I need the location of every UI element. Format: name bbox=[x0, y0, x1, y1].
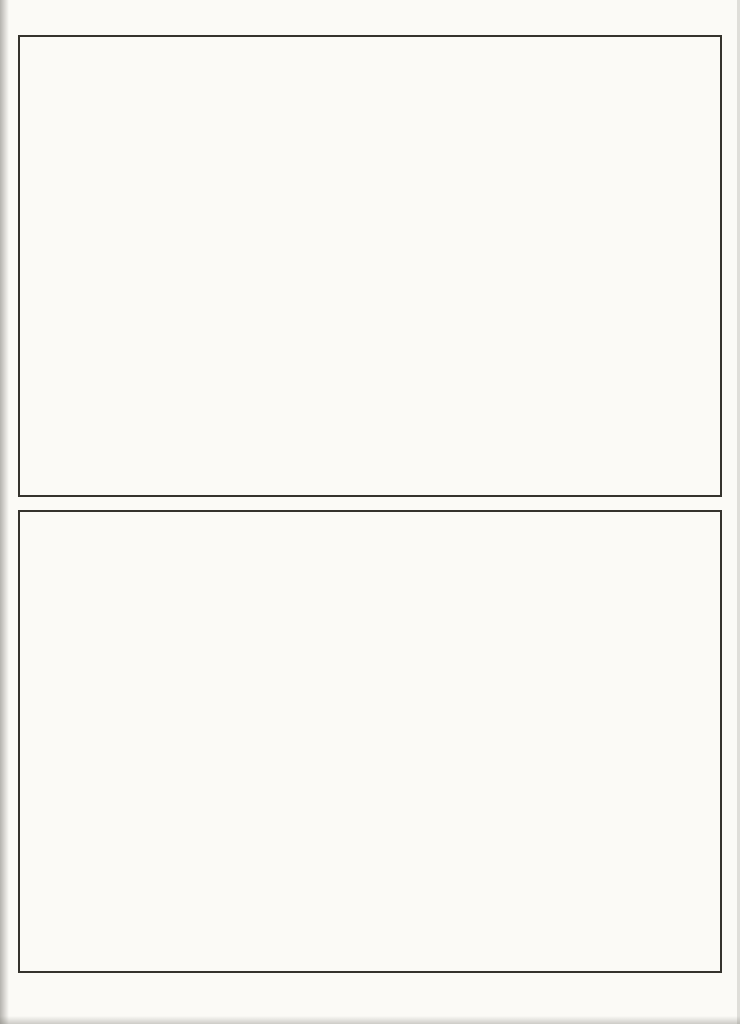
scan-edge-bottom bbox=[0, 1016, 740, 1024]
scan-edge-left bbox=[0, 0, 9, 1024]
roster-table-top bbox=[18, 35, 722, 497]
roster-table-bottom bbox=[18, 510, 722, 973]
